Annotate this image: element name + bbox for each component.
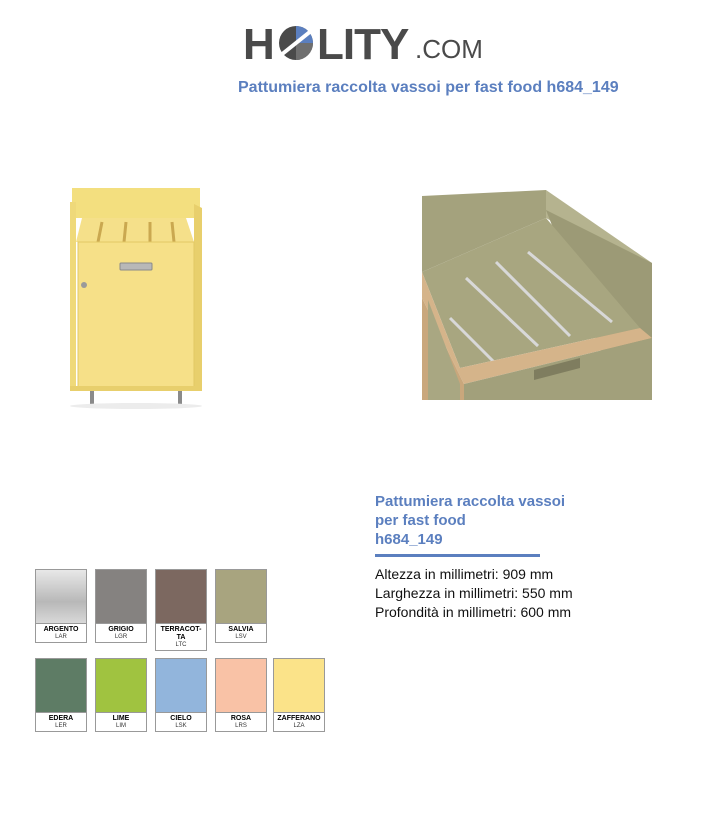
color-swatch-salvia[interactable] [215, 569, 267, 643]
swatch-code: LZA [293, 723, 305, 729]
spec-list [375, 565, 573, 622]
swatch-code: LAR [55, 634, 67, 640]
product-title-line-3: h684_149 [375, 531, 443, 548]
logo-o-mark-icon [278, 25, 314, 61]
swatch-chip [156, 570, 206, 624]
page-title: Pattumiera raccolta vassoi per fast food h684_149 [238, 79, 619, 96]
swatch-name: GRIGIO [108, 626, 134, 633]
swatch-code: LSK [175, 723, 187, 729]
swatch-code: LRS [235, 723, 247, 729]
swatch-name: ZAFFERANO [277, 715, 321, 722]
spec-height: Altezza in millimetri: 909 mm [375, 566, 554, 582]
color-swatch-grigio[interactable] [95, 569, 147, 643]
product-image-detail [420, 188, 655, 400]
color-swatch-rosa[interactable] [215, 658, 267, 732]
product-title [375, 492, 565, 549]
swatch-name: EDERA [48, 715, 74, 722]
swatch-chip [96, 659, 146, 713]
swatch-code: LER [55, 723, 67, 729]
swatch-name-line-2: TA [176, 634, 186, 641]
product-title-line-2: per fast food [375, 512, 466, 529]
color-swatch-argento[interactable] [35, 569, 87, 643]
color-swatch-zafferano[interactable] [273, 658, 325, 732]
logo-letter-h: H [243, 20, 274, 69]
swatch-code: LGR [114, 634, 128, 640]
swatch-name: ROSA [230, 715, 252, 722]
logo-com: .COM [415, 34, 483, 64]
swatch-code: LIM [115, 723, 126, 729]
swatch-name: LIME [112, 715, 130, 722]
product-title-line-1: Pattumiera raccolta vassoi [375, 493, 566, 510]
brand-logo[interactable] [243, 18, 493, 70]
spec-depth: Profondità in millimetri: 600 mm [375, 604, 572, 620]
swatch-name: TERRACOT- [160, 626, 202, 633]
color-swatch-lime[interactable] [95, 658, 147, 732]
swatch-chip [216, 570, 266, 624]
product-image-front [60, 180, 215, 410]
swatch-chip [36, 659, 86, 713]
swatch-code: LSV [235, 634, 247, 640]
color-swatch-edera[interactable] [35, 658, 87, 732]
swatch-chip [216, 659, 266, 713]
swatch-chip [274, 659, 324, 713]
swatch-name: ARGENTO [43, 626, 79, 633]
logo-letters-lity: LITY [317, 20, 409, 69]
color-swatch-cielo[interactable] [155, 658, 207, 732]
color-swatch-terracotta[interactable] [155, 569, 207, 651]
swatch-chip [96, 570, 146, 624]
swatch-name: CIELO [170, 715, 192, 722]
swatch-name: SALVIA [228, 626, 254, 633]
swatch-chip [156, 659, 206, 713]
swatch-chip [36, 570, 86, 624]
swatch-code: LTC [175, 642, 187, 648]
spec-width: Larghezza in millimetri: 550 mm [375, 585, 573, 601]
title-divider [375, 554, 540, 557]
